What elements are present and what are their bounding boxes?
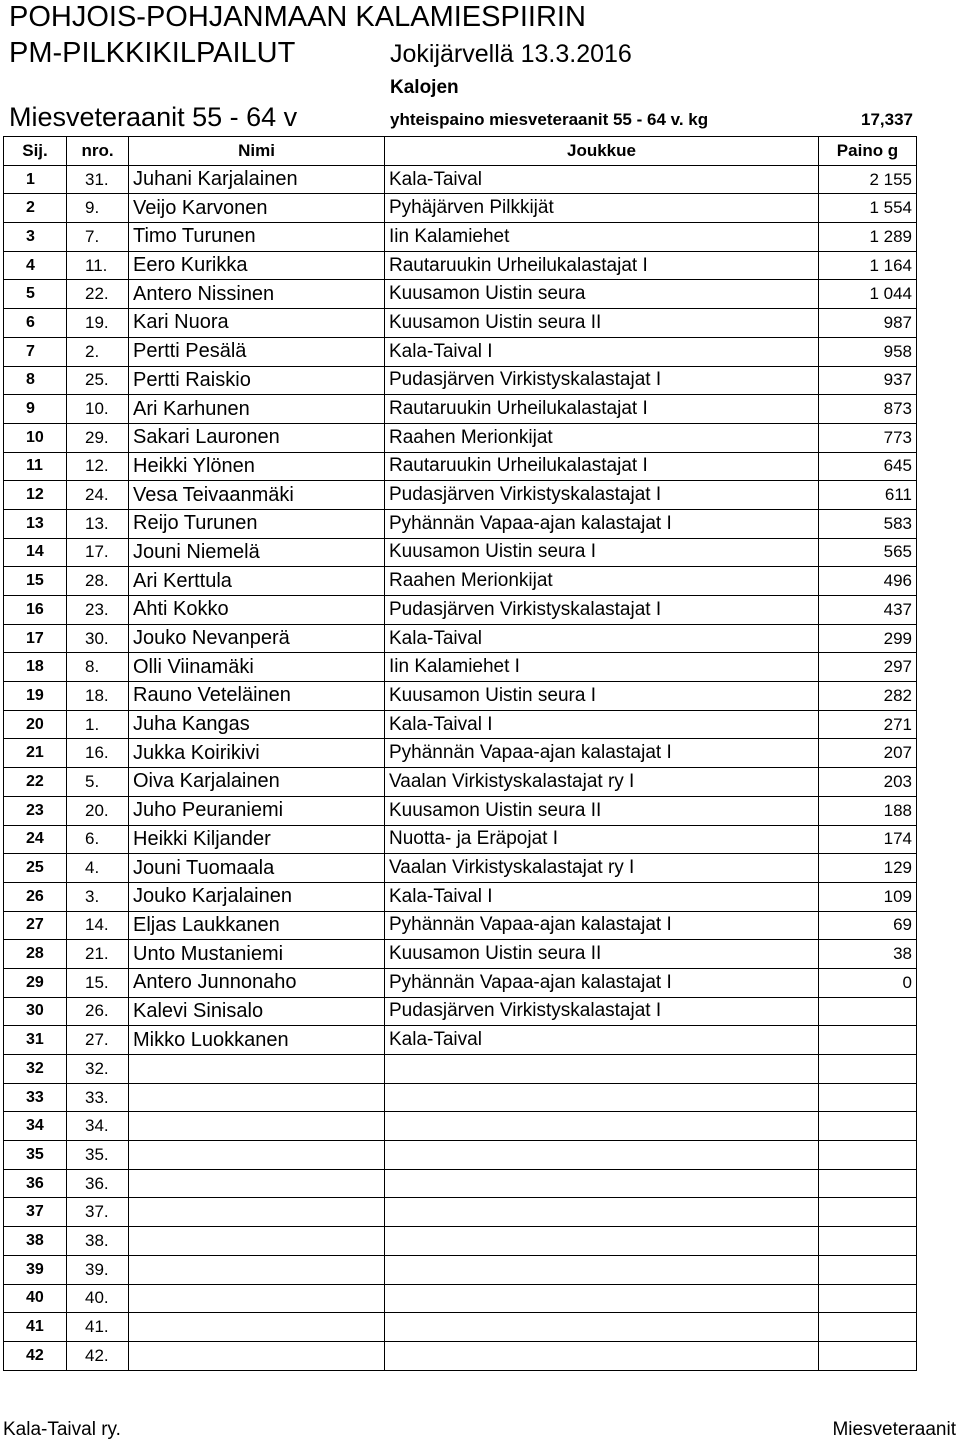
table-row <box>4 366 917 395</box>
cell-paino: 937 <box>819 366 917 395</box>
cell-joukkue: Pyhännän Vapaa-ajan kalastajat I <box>385 911 819 940</box>
cell-nimi: Veijo Karvonen <box>129 194 385 223</box>
cell-nimi: Jouni Tuomaala <box>129 854 385 883</box>
cell-joukkue <box>385 1083 819 1112</box>
table-row <box>4 395 917 424</box>
cell-paino: 271 <box>819 710 917 739</box>
cell-paino <box>819 1198 917 1227</box>
table-row <box>4 538 917 567</box>
cell-sij: 18 <box>4 653 67 682</box>
cell-paino: 958 <box>819 337 917 366</box>
cell-nro: 40. <box>67 1284 129 1313</box>
cell-sij: 31 <box>4 1026 67 1055</box>
cell-paino: 203 <box>819 768 917 797</box>
cell-nimi: Oiva Karjalainen <box>129 768 385 797</box>
cell-paino: 174 <box>819 825 917 854</box>
cell-nro: 42. <box>67 1341 129 1370</box>
cell-joukkue: Nuotta- ja Eräpojat I <box>385 825 819 854</box>
total-weight-label: yhteispaino miesveteraanit 55 - 64 v. kg <box>390 110 709 129</box>
total-weight-value: 17,337 <box>861 110 913 129</box>
cell-joukkue: Pyhännän Vapaa-ajan kalastajat I <box>385 739 819 768</box>
cell-joukkue: Rautaruukin Urheilukalastajat I <box>385 452 819 481</box>
cell-nimi <box>129 1284 385 1313</box>
table-row <box>4 710 917 739</box>
table-row <box>4 940 917 969</box>
header-row <box>4 137 917 166</box>
cell-nro: 20. <box>67 796 129 825</box>
cell-nimi: Eero Kurikka <box>129 251 385 280</box>
cell-paino <box>819 1341 917 1370</box>
cell-joukkue: Pudasjärven Virkistyskalastajat I <box>385 596 819 625</box>
cell-joukkue: Iin Kalamiehet I <box>385 653 819 682</box>
cell-sij: 27 <box>4 911 67 940</box>
cell-nro: 17. <box>67 538 129 567</box>
cell-joukkue: Raahen Merionkijat <box>385 423 819 452</box>
cell-joukkue: Pyhäjärven Pilkkijät <box>385 194 819 223</box>
cell-paino <box>819 1284 917 1313</box>
cell-sij: 15 <box>4 567 67 596</box>
table-row <box>4 968 917 997</box>
cell-sij: 10 <box>4 423 67 452</box>
cell-joukkue: Pudasjärven Virkistyskalastajat I <box>385 481 819 510</box>
cell-sij: 1 <box>4 165 67 194</box>
cell-paino: 69 <box>819 911 917 940</box>
cell-nro: 14. <box>67 911 129 940</box>
table-row <box>4 509 917 538</box>
cell-paino: 611 <box>819 481 917 510</box>
cell-nro: 15. <box>67 968 129 997</box>
cell-sij: 34 <box>4 1112 67 1141</box>
cell-sij: 13 <box>4 509 67 538</box>
cell-sij: 21 <box>4 739 67 768</box>
cell-sij: 41 <box>4 1313 67 1342</box>
cell-paino: 129 <box>819 854 917 883</box>
cell-nimi <box>129 1255 385 1284</box>
cell-nimi <box>129 1055 385 1084</box>
table-row <box>4 624 917 653</box>
cell-nimi <box>129 1313 385 1342</box>
cell-nimi <box>129 1141 385 1170</box>
cell-nimi: Antero Junnonaho <box>129 968 385 997</box>
cell-nimi <box>129 1198 385 1227</box>
table-row <box>4 1026 917 1055</box>
cell-nimi <box>129 1341 385 1370</box>
cell-paino: 109 <box>819 882 917 911</box>
cell-nro: 7. <box>67 223 129 252</box>
cell-joukkue: Raahen Merionkijat <box>385 567 819 596</box>
table-row <box>4 1341 917 1370</box>
cell-paino: 496 <box>819 567 917 596</box>
cell-paino: 0 <box>819 968 917 997</box>
cell-nimi: Unto Mustaniemi <box>129 940 385 969</box>
table-row <box>4 1169 917 1198</box>
cell-joukkue: Pudasjärven Virkistyskalastajat I <box>385 366 819 395</box>
cell-paino <box>819 1169 917 1198</box>
cell-paino: 773 <box>819 423 917 452</box>
cell-paino: 2 155 <box>819 165 917 194</box>
cell-nimi: Pertti Pesälä <box>129 337 385 366</box>
cell-paino <box>819 1227 917 1256</box>
cell-nimi: Ahti Kokko <box>129 596 385 625</box>
cell-nro: 1. <box>67 710 129 739</box>
cell-paino <box>819 1083 917 1112</box>
table-row <box>4 796 917 825</box>
table-row <box>4 997 917 1026</box>
cell-sij: 5 <box>4 280 67 309</box>
cell-sij: 3 <box>4 223 67 252</box>
cell-paino <box>819 1313 917 1342</box>
cell-sij: 38 <box>4 1227 67 1256</box>
cell-joukkue: Kuusamon Uistin seura II <box>385 796 819 825</box>
cell-nro: 35. <box>67 1141 129 1170</box>
cell-nimi: Eljas Laukkanen <box>129 911 385 940</box>
table-row <box>4 1083 917 1112</box>
cell-nro: 30. <box>67 624 129 653</box>
cell-nimi: Juhani Karjalainen <box>129 165 385 194</box>
cell-joukkue: Kuusamon Uistin seura II <box>385 940 819 969</box>
table-row <box>4 1141 917 1170</box>
table-row <box>4 1227 917 1256</box>
table-row <box>4 1313 917 1342</box>
cell-joukkue <box>385 1198 819 1227</box>
cell-paino: 1 289 <box>819 223 917 252</box>
cell-nro: 26. <box>67 997 129 1026</box>
cell-sij: 19 <box>4 682 67 711</box>
cell-joukkue: Kuusamon Uistin seura I <box>385 538 819 567</box>
cell-sij: 14 <box>4 538 67 567</box>
title-line-1: POHJOIS-POHJANMAAN KALAMIESPIIRIN <box>9 1 586 33</box>
cell-nimi: Rauno Veteläinen <box>129 682 385 711</box>
cell-joukkue: Pyhännän Vapaa-ajan kalastajat I <box>385 968 819 997</box>
cell-nimi: Mikko Luokkanen <box>129 1026 385 1055</box>
cell-paino <box>819 1026 917 1055</box>
cell-nro: 36. <box>67 1169 129 1198</box>
table-row <box>4 882 917 911</box>
kalojen-label: Kalojen <box>390 77 459 98</box>
cell-paino <box>819 1112 917 1141</box>
cell-sij: 35 <box>4 1141 67 1170</box>
cell-paino <box>819 1255 917 1284</box>
table-row <box>4 682 917 711</box>
cell-joukkue <box>385 1284 819 1313</box>
table-row <box>4 280 917 309</box>
header-paino: Paino g <box>819 137 917 166</box>
cell-sij: 30 <box>4 997 67 1026</box>
cell-joukkue: Kuusamon Uistin seura <box>385 280 819 309</box>
table-row <box>4 194 917 223</box>
cell-joukkue: Vaalan Virkistyskalastajat ry I <box>385 768 819 797</box>
cell-joukkue: Kala-Taival <box>385 624 819 653</box>
cell-nro: 5. <box>67 768 129 797</box>
cell-nro: 22. <box>67 280 129 309</box>
cell-nro: 34. <box>67 1112 129 1141</box>
cell-nro: 33. <box>67 1083 129 1112</box>
table-row <box>4 1255 917 1284</box>
cell-nimi: Jukka Koirikivi <box>129 739 385 768</box>
cell-joukkue <box>385 1169 819 1198</box>
cell-nro: 41. <box>67 1313 129 1342</box>
table-row <box>4 567 917 596</box>
table-row <box>4 1055 917 1084</box>
table-row <box>4 825 917 854</box>
cell-nro: 16. <box>67 739 129 768</box>
cell-sij: 28 <box>4 940 67 969</box>
cell-nimi: Juha Kangas <box>129 710 385 739</box>
cell-nimi: Jouko Karjalainen <box>129 882 385 911</box>
table-row <box>4 165 917 194</box>
cell-nro: 2. <box>67 337 129 366</box>
footer-category: Miesveteraanit <box>832 1419 956 1440</box>
cell-nro: 8. <box>67 653 129 682</box>
cell-joukkue: Kala-Taival I <box>385 882 819 911</box>
cell-joukkue: Vaalan Virkistyskalastajat ry I <box>385 854 819 883</box>
cell-joukkue: Rautaruukin Urheilukalastajat I <box>385 395 819 424</box>
cell-nro: 29. <box>67 423 129 452</box>
cell-paino: 282 <box>819 682 917 711</box>
cell-paino: 299 <box>819 624 917 653</box>
cell-nro: 10. <box>67 395 129 424</box>
table-row <box>4 596 917 625</box>
header-nro: nro. <box>67 137 129 166</box>
table-row <box>4 768 917 797</box>
cell-joukkue <box>385 1255 819 1284</box>
cell-joukkue: Kuusamon Uistin seura II <box>385 309 819 338</box>
cell-nro: 3. <box>67 882 129 911</box>
cell-paino <box>819 1141 917 1170</box>
cell-nimi: Jouko Nevanperä <box>129 624 385 653</box>
table-row <box>4 337 917 366</box>
footer-organizer: Kala-Taival ry. <box>3 1419 121 1440</box>
cell-nro: 23. <box>67 596 129 625</box>
cell-nimi: Antero Nissinen <box>129 280 385 309</box>
cell-nro: 6. <box>67 825 129 854</box>
cell-sij: 36 <box>4 1169 67 1198</box>
header-nimi: Nimi <box>129 137 385 166</box>
cell-paino: 188 <box>819 796 917 825</box>
table-row <box>4 653 917 682</box>
table-row <box>4 452 917 481</box>
cell-sij: 29 <box>4 968 67 997</box>
table-row <box>4 481 917 510</box>
cell-joukkue: Rautaruukin Urheilukalastajat I <box>385 251 819 280</box>
cell-paino: 873 <box>819 395 917 424</box>
cell-nro: 39. <box>67 1255 129 1284</box>
cell-nimi: Olli Viinamäki <box>129 653 385 682</box>
cell-nimi: Pertti Raiskio <box>129 366 385 395</box>
cell-nimi: Kari Nuora <box>129 309 385 338</box>
cell-sij: 33 <box>4 1083 67 1112</box>
cell-nro: 11. <box>67 251 129 280</box>
cell-nro: 13. <box>67 509 129 538</box>
cell-joukkue: Kala-Taival <box>385 165 819 194</box>
cell-paino: 297 <box>819 653 917 682</box>
cell-joukkue <box>385 1055 819 1084</box>
cell-nro: 38. <box>67 1227 129 1256</box>
cell-nimi: Heikki Kiljander <box>129 825 385 854</box>
table-row <box>4 1284 917 1313</box>
table-row <box>4 1112 917 1141</box>
cell-sij: 17 <box>4 624 67 653</box>
results-table <box>3 136 917 1371</box>
cell-paino: 1 164 <box>819 251 917 280</box>
cell-sij: 40 <box>4 1284 67 1313</box>
cell-nro: 28. <box>67 567 129 596</box>
cell-nimi: Vesa Teivaanmäki <box>129 481 385 510</box>
cell-sij: 9 <box>4 395 67 424</box>
cell-nimi: Heikki Ylönen <box>129 452 385 481</box>
cell-nimi: Ari Kerttula <box>129 567 385 596</box>
cell-nimi <box>129 1169 385 1198</box>
table-row <box>4 309 917 338</box>
header-joukkue: Joukkue <box>385 137 819 166</box>
cell-sij: 39 <box>4 1255 67 1284</box>
cell-sij: 12 <box>4 481 67 510</box>
cell-nimi: Timo Turunen <box>129 223 385 252</box>
cell-sij: 42 <box>4 1341 67 1370</box>
cell-joukkue: Kala-Taival I <box>385 337 819 366</box>
cell-paino: 987 <box>819 309 917 338</box>
cell-sij: 23 <box>4 796 67 825</box>
cell-paino: 565 <box>819 538 917 567</box>
table-row <box>4 1198 917 1227</box>
cell-joukkue <box>385 1141 819 1170</box>
cell-sij: 26 <box>4 882 67 911</box>
cell-sij: 16 <box>4 596 67 625</box>
cell-nro: 37. <box>67 1198 129 1227</box>
cell-nimi: Juho Peuraniemi <box>129 796 385 825</box>
table-row <box>4 854 917 883</box>
cell-joukkue: Kala-Taival <box>385 1026 819 1055</box>
cell-joukkue: Kala-Taival I <box>385 710 819 739</box>
cell-sij: 37 <box>4 1198 67 1227</box>
cell-sij: 8 <box>4 366 67 395</box>
cell-nro: 31. <box>67 165 129 194</box>
cell-sij: 11 <box>4 452 67 481</box>
cell-nimi <box>129 1083 385 1112</box>
cell-paino: 1 554 <box>819 194 917 223</box>
cell-sij: 22 <box>4 768 67 797</box>
cell-paino: 38 <box>819 940 917 969</box>
table-row <box>4 251 917 280</box>
cell-joukkue: Kuusamon Uistin seura I <box>385 682 819 711</box>
cell-joukkue <box>385 1227 819 1256</box>
cell-nimi: Ari Karhunen <box>129 395 385 424</box>
table-row <box>4 911 917 940</box>
cell-sij: 4 <box>4 251 67 280</box>
cell-sij: 2 <box>4 194 67 223</box>
cell-nro: 4. <box>67 854 129 883</box>
cell-joukkue <box>385 1112 819 1141</box>
cell-nro: 18. <box>67 682 129 711</box>
cell-nro: 24. <box>67 481 129 510</box>
cell-nimi: Sakari Lauronen <box>129 423 385 452</box>
cell-nro: 9. <box>67 194 129 223</box>
cell-nimi <box>129 1227 385 1256</box>
cell-joukkue: Iin Kalamiehet <box>385 223 819 252</box>
table-row <box>4 223 917 252</box>
cell-joukkue <box>385 1341 819 1370</box>
cell-paino: 1 044 <box>819 280 917 309</box>
cell-paino <box>819 1055 917 1084</box>
category-title: Miesveteraanit 55 - 64 v <box>9 102 298 132</box>
cell-sij: 25 <box>4 854 67 883</box>
cell-sij: 32 <box>4 1055 67 1084</box>
cell-paino: 437 <box>819 596 917 625</box>
cell-nimi: Kalevi Sinisalo <box>129 997 385 1026</box>
cell-paino: 583 <box>819 509 917 538</box>
table-row <box>4 423 917 452</box>
cell-nro: 27. <box>67 1026 129 1055</box>
location-date: Jokijärvellä 13.3.2016 <box>390 40 632 68</box>
cell-sij: 6 <box>4 309 67 338</box>
cell-nro: 19. <box>67 309 129 338</box>
cell-joukkue: Pyhännän Vapaa-ajan kalastajat I <box>385 509 819 538</box>
cell-sij: 24 <box>4 825 67 854</box>
header-sij: Sij. <box>4 137 67 166</box>
cell-joukkue: Pudasjärven Virkistyskalastajat I <box>385 997 819 1026</box>
cell-nro: 25. <box>67 366 129 395</box>
cell-nro: 12. <box>67 452 129 481</box>
table-row <box>4 739 917 768</box>
cell-paino <box>819 997 917 1026</box>
cell-sij: 20 <box>4 710 67 739</box>
cell-joukkue <box>385 1313 819 1342</box>
cell-nimi: Jouni Niemelä <box>129 538 385 567</box>
cell-nro: 32. <box>67 1055 129 1084</box>
cell-paino: 207 <box>819 739 917 768</box>
cell-nro: 21. <box>67 940 129 969</box>
title-line-2: PM-PILKKIKILPAILUT <box>9 37 296 69</box>
cell-paino: 645 <box>819 452 917 481</box>
cell-nimi: Reijo Turunen <box>129 509 385 538</box>
cell-sij: 7 <box>4 337 67 366</box>
cell-nimi <box>129 1112 385 1141</box>
